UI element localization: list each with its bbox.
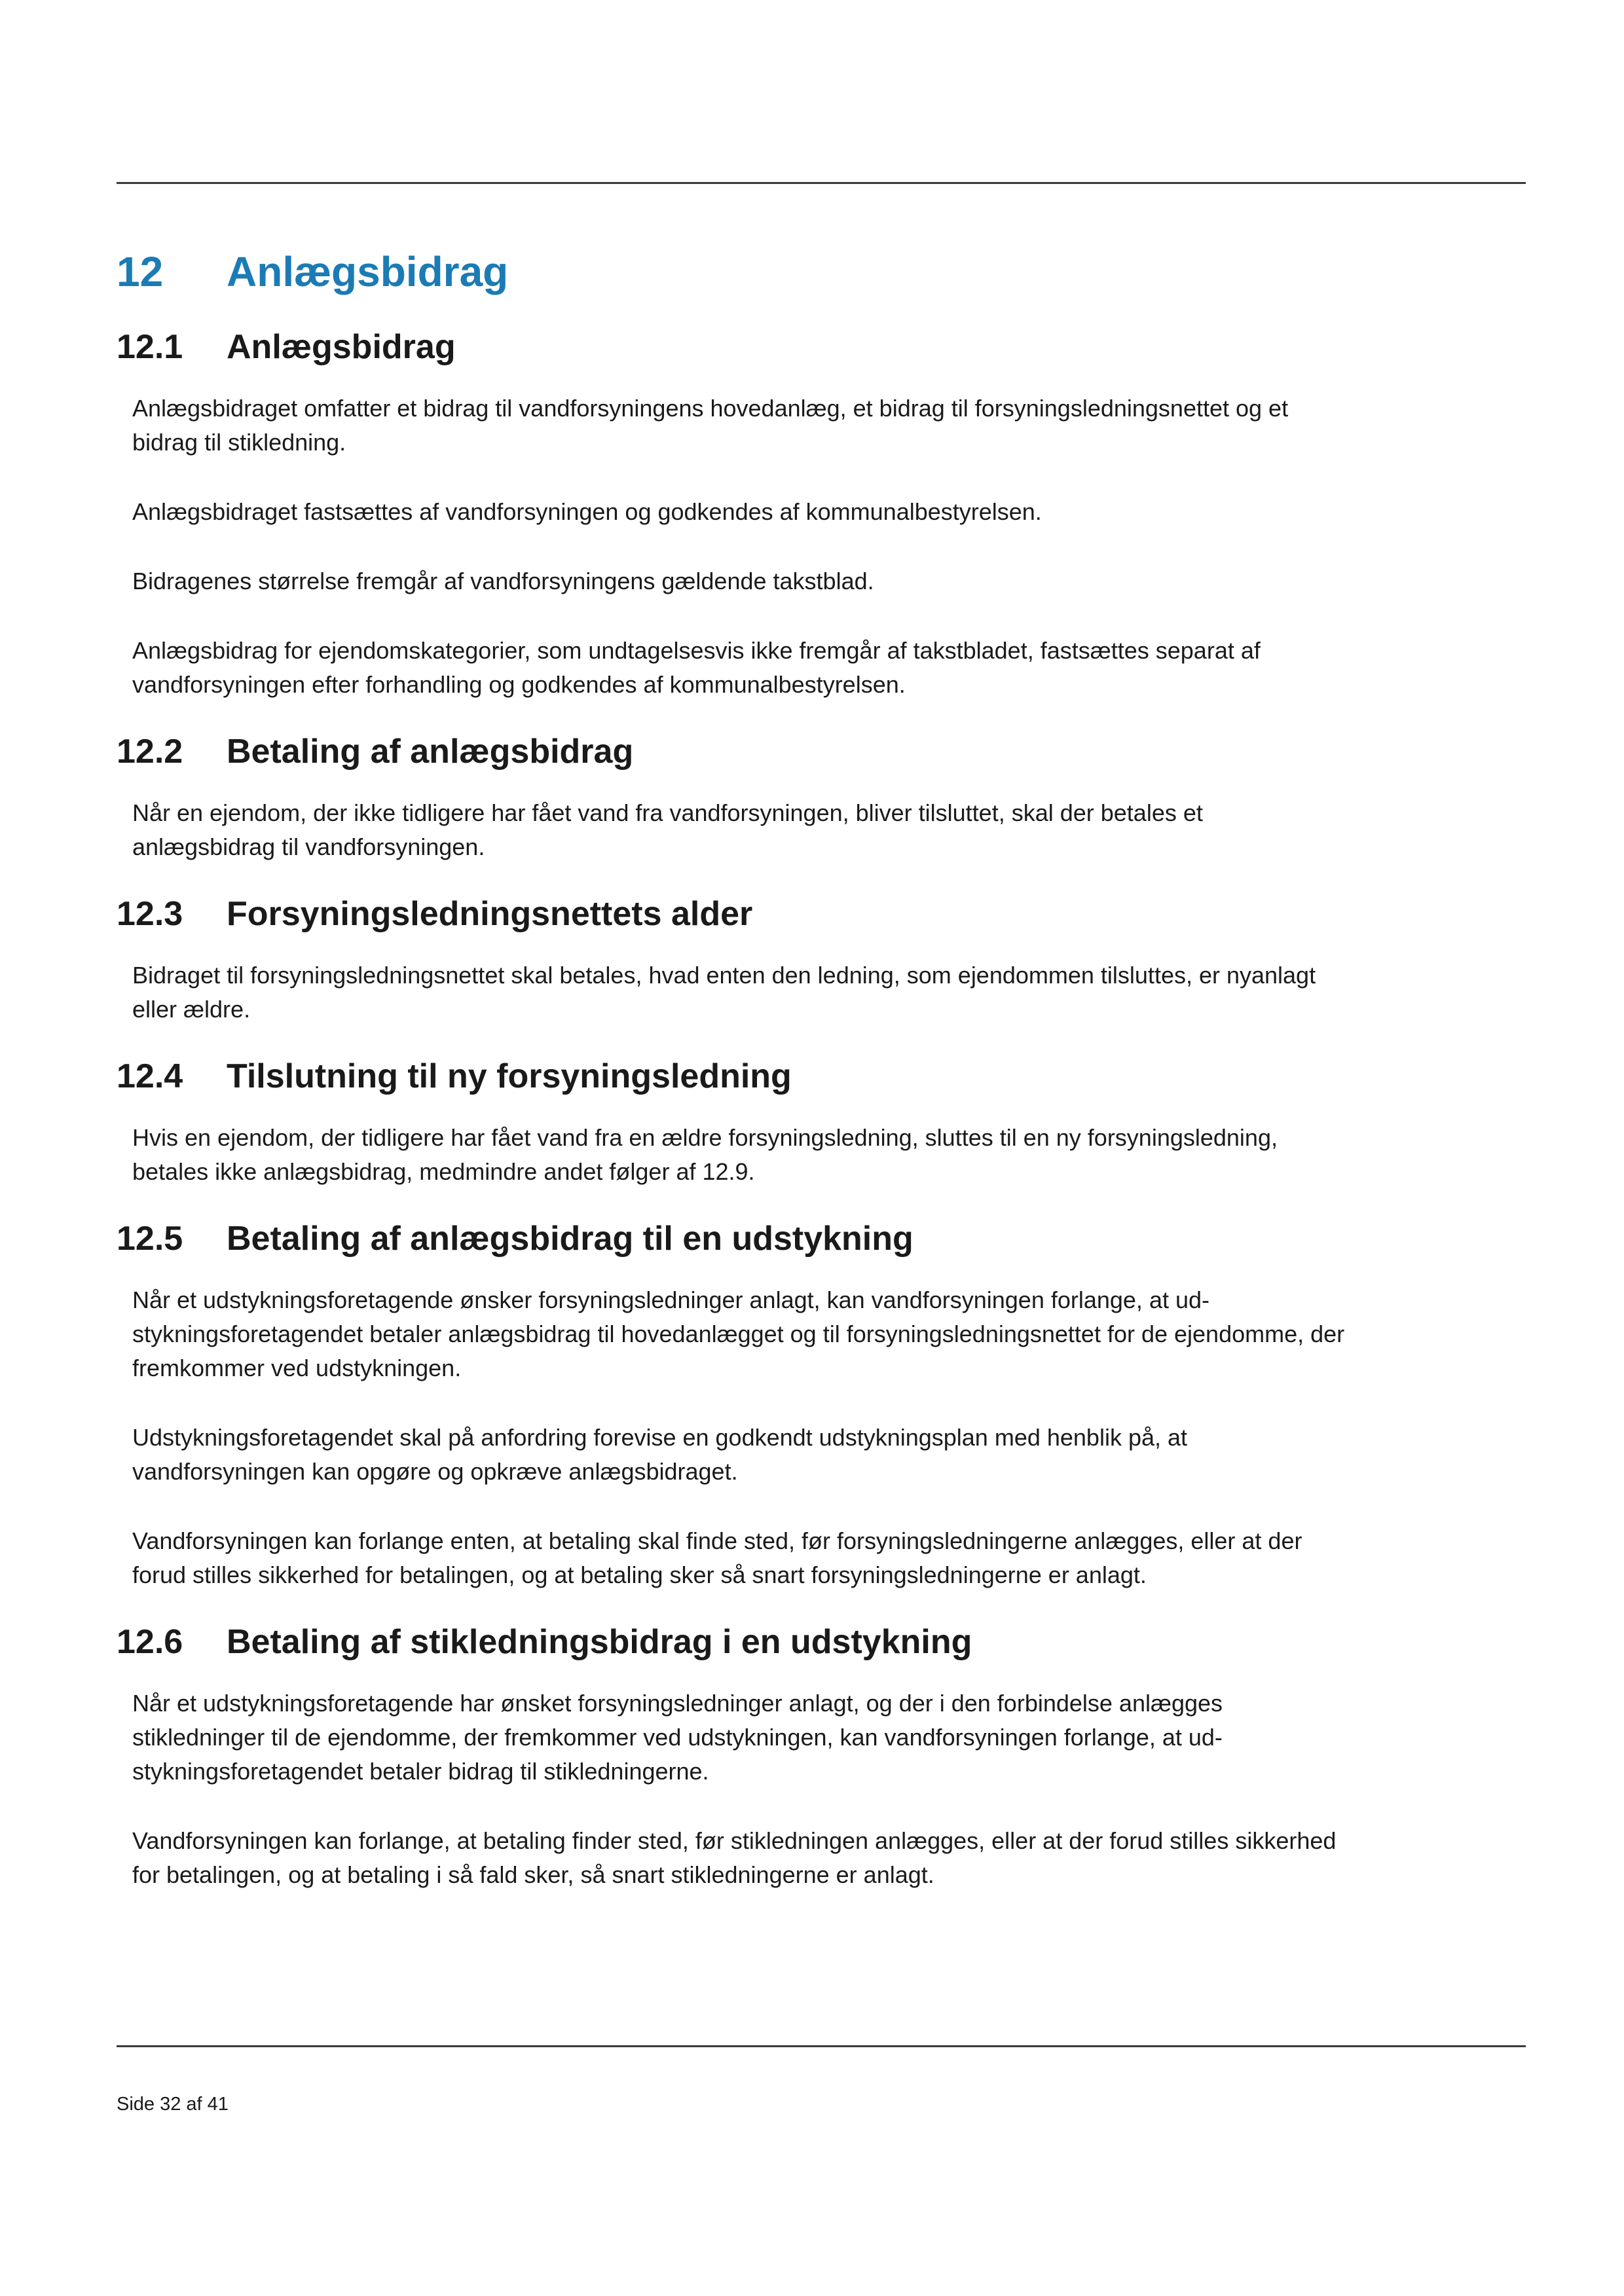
section-number: 12.6 <box>117 1623 183 1661</box>
section-title: Betaling af anlægsbidrag <box>227 733 634 771</box>
section-number: 12.4 <box>117 1057 183 1095</box>
footer-rule <box>117 2045 1526 2047</box>
section-title: Anlægsbidrag <box>227 328 456 366</box>
section-12-5 <box>117 1212 1526 1592</box>
header-rule <box>117 182 1526 184</box>
section-number: 12.1 <box>117 328 183 366</box>
section-heading <box>117 321 1526 373</box>
paragraph: Vandforsyningen kan forlange, at betaling finder sted, før stikledningen anlægges, eller at der forud stilles sikkerhed for betalingen, og at betaling i så fald sker, så snart stikledningerne er anlagt. <box>132 1827 1337 1888</box>
paragraph: Når en ejendom, der ikke tidligere har fået vand fra vandforsyningen, bliver tilsluttet, skal der betales et anlægsbidrag til vandforsyningen. <box>132 799 1203 860</box>
section-12-1 <box>117 321 1526 702</box>
chapter-number: 12 <box>117 248 164 295</box>
section-heading <box>117 1616 1526 1668</box>
section-12-4 <box>117 1050 1526 1189</box>
section-12-3 <box>117 888 1526 1027</box>
paragraph: Hvis en ejendom, der tidligere har fået vand fra en ældre forsyningsledning, sluttes til en ny forsyningsledning, betales ikke anlægsbidrag, medmindre andet følger af 12.9. <box>132 1124 1278 1185</box>
paragraph: Udstykningsforetagendet skal på anfordring forevise en godkendt udstykningsplan med henblik på, at vandforsyningen kan opgøre og opkræve anlægsbidraget. <box>132 1424 1188 1485</box>
section-12-6 <box>117 1616 1526 1892</box>
paragraph: Når et udstykningsforetagende har ønsket forsyningsledninger anlagt, og der i den forbindelse anlægges stikledninger til de ejendomme, der fremkommer ved udstykningen, kan vandforsyningen forlange, at udstykningsforetagendet betaler bidrag til stikledningerne. <box>132 1690 1223 1785</box>
section-heading <box>117 1050 1526 1102</box>
section-title: Betaling af stikledningsbidrag i en udstykning <box>227 1623 972 1661</box>
section-number: 12.3 <box>117 895 183 933</box>
section-title: Tilslutning til ny forsyningsledning <box>227 1057 792 1095</box>
chapter-heading <box>117 236 1526 308</box>
chapter-title: Anlægsbidrag <box>227 248 509 295</box>
page-content <box>117 236 1526 1916</box>
paragraph: Bidraget til forsyningsledningsnettet skal betales, hvad enten den ledning, som ejendommen tilsluttes, er nyanlagt eller ældre. <box>132 962 1316 1023</box>
section-number: 12.2 <box>117 733 183 771</box>
paragraph: Vandforsyningen kan forlange enten, at betaling skal finde sted, før forsyningsledningerne anlægges, eller at der forud stilles sikkerhed for betalingen, og at betaling sker så snart forsyningsledningerne er anlagt. <box>132 1527 1302 1588</box>
section-title: Forsyningsledningsnettets alder <box>227 895 753 933</box>
section-heading <box>117 725 1526 778</box>
section-number: 12.5 <box>117 1220 183 1258</box>
section-heading <box>117 1212 1526 1265</box>
paragraph: Anlægsbidraget omfatter et bidrag til vandforsyningens hovedanlæg, et bidrag til forsyningsledningsnettet og et bidrag til stikledning. <box>132 395 1289 456</box>
paragraph: Anlægsbidraget fastsættes af vandforsyningen og godkendes af kommunalbestyrelsen. <box>132 498 1042 525</box>
paragraph: Når et udstykningsforetagende ønsker forsyningsledninger anlagt, kan vandforsyningen forlange, at udstykningsforetagendet betaler anlægsbidrag til hovedanlægget og til forsyningsledningsnettet for de ejendomme, der fremkommer ved udstykningen. <box>132 1286 1345 1381</box>
section-title: Betaling af anlægsbidrag til en udstykning <box>227 1220 913 1258</box>
page-number: Side 32 af 41 <box>117 2094 229 2115</box>
paragraph: Anlægsbidrag for ejendomskategorier, som undtagelsesvis ikke fremgår af takstbladet, fastsættes separat af vandforsyningen efter forhandling og godkendes af kommunalbestyrelsen. <box>132 637 1261 698</box>
section-heading <box>117 888 1526 940</box>
section-12-2 <box>117 725 1526 864</box>
paragraph: Bidragenes størrelse fremgår af vandforsyningens gældende takstblad. <box>132 568 874 594</box>
